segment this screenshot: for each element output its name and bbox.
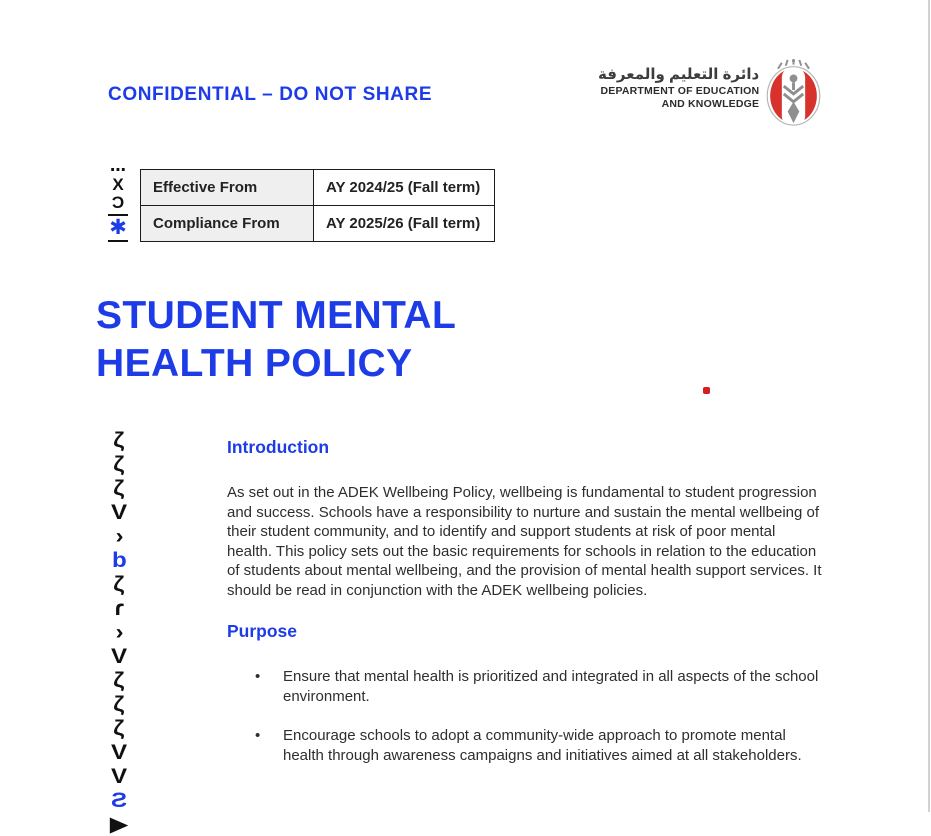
side-glyph: ɾ — [114, 597, 124, 620]
mark-glyph: X — [112, 175, 124, 194]
effective-dates-table — [140, 169, 495, 242]
document-body — [227, 437, 823, 765]
section-heading-introduction: Introduction — [227, 437, 330, 457]
effective-from-value: AY 2024/25 (Fall term) — [314, 170, 495, 206]
effective-from-label: Effective From — [141, 170, 314, 206]
purpose-bullet-item — [227, 667, 823, 706]
table-row — [141, 170, 495, 206]
bullet-text: Ensure that mental health is prioritized and integrated in all aspects of the school environment. — [283, 668, 819, 705]
adek-logo-english-line1: DEPARTMENT OF EDUCATION — [600, 85, 760, 97]
mark-glyph: ✱ — [109, 216, 127, 239]
side-glyph: ζ — [113, 693, 125, 716]
page-title-line1: STUDENT MENTAL — [96, 294, 457, 337]
side-glyph: › — [114, 621, 124, 644]
side-glyph: ζ — [113, 453, 125, 476]
side-glyph: V — [110, 741, 128, 764]
mark-glyph: ⋯ — [110, 162, 126, 179]
adek-logo-arabic: دائرة التعليم والمعرفة — [598, 66, 760, 83]
side-glyph: ▶ — [109, 813, 129, 836]
side-glyph: ζ — [113, 477, 125, 500]
side-glyph: Ƨ — [110, 789, 128, 812]
confidential-banner: CONFIDENTIAL – DO NOT SHARE — [108, 84, 433, 105]
introduction-paragraph: As set out in the ADEK Wellbeing Policy, wellbeing is fundamental to student progression and success. Schools have a responsibility to nurture and sustain the mental wellbeing of their student community, and to identify and support students at risk of poor mental health. This policy sets out the basic requirements for schools in relation to the education of students about mental wellbeing, and the provision of mental health support services. It should be read in conjunction with the ADEK wellbeing policies. — [227, 484, 822, 599]
mark-glyph: Ɔ — [111, 193, 125, 212]
purpose-bullet-item — [227, 726, 823, 765]
red-dot-marker — [703, 387, 710, 394]
bullet-marker-icon: • — [255, 727, 261, 744]
page-title — [96, 292, 456, 388]
section-heading-purpose: Purpose — [227, 621, 298, 641]
bullet-text: Encourage schools to adopt a community-wide approach to promote mental health through awareness campaigns and initiatives aimed at all stakeholders. — [283, 727, 802, 764]
page-edge-divider — [928, 0, 930, 812]
side-glyph: V — [110, 765, 128, 788]
side-glyph: V — [110, 501, 128, 524]
side-glyph: ζ — [113, 717, 125, 740]
page-title-line2: HEALTH POLICY — [96, 342, 413, 385]
adek-logo — [598, 57, 814, 129]
mark-glyph — [108, 240, 128, 242]
table-row — [141, 206, 495, 242]
abu-dhabi-emblem-icon — [764, 57, 823, 127]
decorative-side-glyphs — [103, 429, 135, 836]
side-glyph: b — [111, 549, 127, 572]
compliance-from-label: Compliance From — [141, 206, 314, 242]
side-glyph: ζ — [113, 429, 125, 452]
adek-logo-text — [598, 57, 764, 111]
side-glyph: V — [110, 645, 128, 668]
adek-vertical-mark — [103, 162, 133, 244]
side-glyph: ζ — [113, 573, 125, 596]
side-glyph: › — [114, 525, 124, 548]
compliance-from-value: AY 2025/26 (Fall term) — [314, 206, 495, 242]
side-glyph: ζ — [113, 669, 125, 692]
adek-logo-english-line2: AND KNOWLEDGE — [661, 98, 760, 110]
bullet-marker-icon: • — [255, 668, 261, 685]
